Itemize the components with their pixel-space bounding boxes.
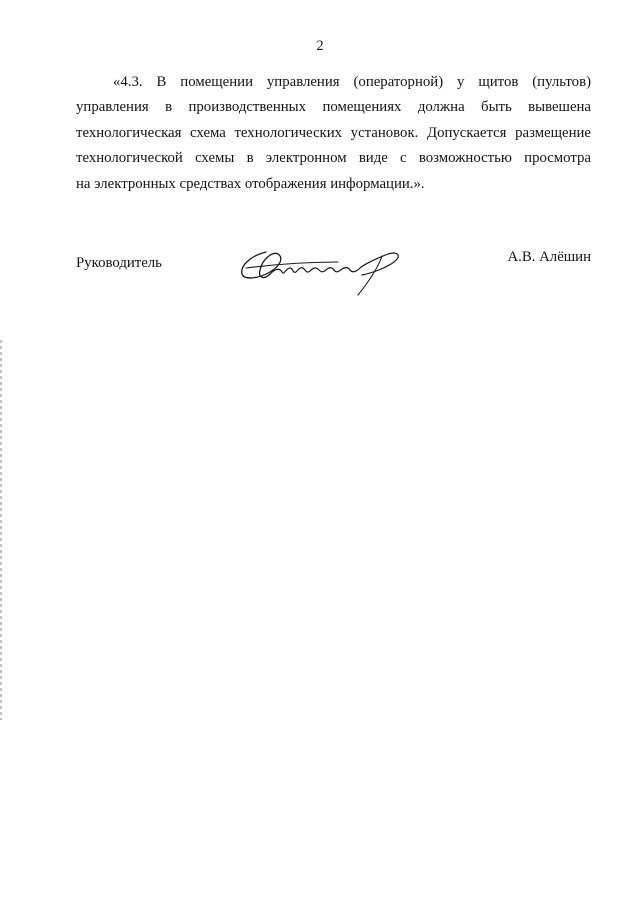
scan-margin-artifact (0, 340, 3, 720)
paragraph-4-3 (76, 70, 591, 197)
signer-name: А.В. Алёшин (507, 249, 591, 265)
paragraph-line: технологической схемы в электронном виде с возможностью просмотра (76, 150, 591, 167)
paragraph-line: «4.3. В помещении управления (операторной) у щитов (пультов) (113, 74, 591, 90)
paragraph-line: технологическая схема технологических установок. Допускается размещение (76, 124, 591, 141)
signature-block (76, 246, 591, 306)
signer-title: Руководитель (76, 255, 162, 271)
page-number: 2 (316, 38, 324, 54)
paragraph-line: на электронных средствах отображения информации.». (76, 175, 425, 192)
paragraph-line: управления в производственных помещениях должна быть вывешена (76, 99, 591, 116)
handwritten-signature (238, 246, 428, 298)
